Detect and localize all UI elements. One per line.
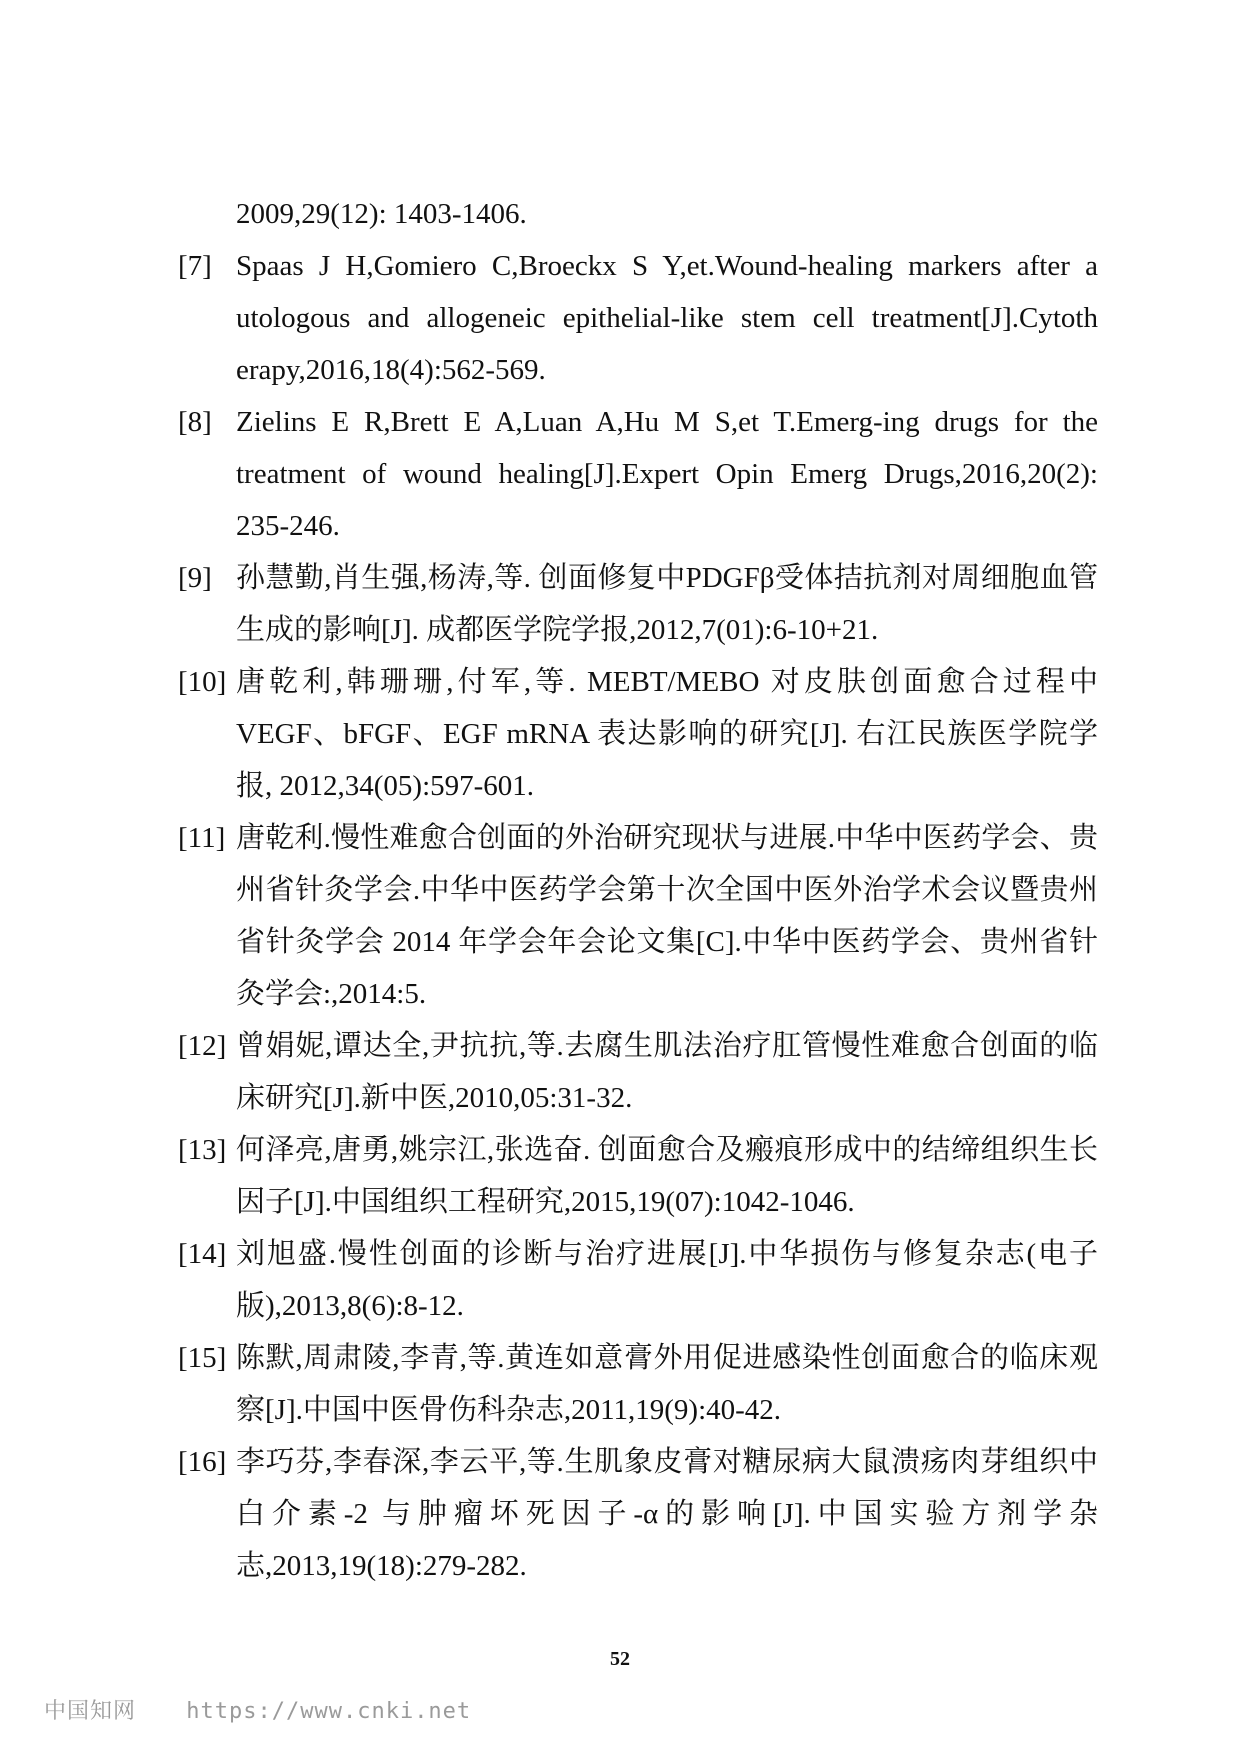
reference-item xyxy=(178,240,1098,396)
reference-text: 曾娟妮,谭达全,尹抗抗,等.去腐生肌法治疗肛管慢性难愈合创面的临床研究[J].新中医,2010,05:31-32. xyxy=(236,1030,1098,1114)
reference-text: 唐乾利.慢性难愈合创面的外治研究现状与进展.中华中医药学会、贵州省针灸学会.中华中医药学会第十次全国中医外治学术会议暨贵州省针灸学会 2014 年学会年会论文集[C].中华中医药学会、贵州省针灸学会:,2014:5. xyxy=(236,822,1098,1010)
reference-continuation: 2009,29(12): 1403-1406. xyxy=(236,198,527,230)
cnki-watermark xyxy=(44,1694,471,1725)
reference-item xyxy=(178,1436,1098,1592)
reference-text: 刘旭盛.慢性创面的诊断与治疗进展[J].中华损伤与修复杂志(电子版),2013,8(6):8-12. xyxy=(236,1238,1098,1322)
reference-number: [7] xyxy=(178,250,212,282)
reference-item xyxy=(178,1020,1098,1124)
reference-text: 唐乾利,韩珊珊,付军,等. MEBT/MEBO 对皮肤创面愈合过程中 VEGF、bFGF、EGF mRNA 表达影响的研究[J]. 右江民族医学院学报, 2012,34(05):597-601. xyxy=(236,666,1098,802)
reference-item xyxy=(178,552,1098,656)
reference-item xyxy=(178,1124,1098,1228)
watermark-url: https://www.cnki.net xyxy=(186,1699,472,1724)
reference-item xyxy=(178,1332,1098,1436)
page-number: 52 xyxy=(610,1648,630,1670)
reference-number: [11] xyxy=(178,822,226,854)
reference-text: 何泽亮,唐勇,姚宗江,张选奋. 创面愈合及瘢痕形成中的结缔组织生长因子[J].中国组织工程研究,2015,19(07):1042-1046. xyxy=(236,1134,1098,1218)
reference-number: [10] xyxy=(178,666,227,698)
reference-item xyxy=(178,1228,1098,1332)
reference-text: 孙慧勤,肖生强,杨涛,等. 创面修复中PDGFβ受体拮抗剂对周细胞血管生成的影响[J]. 成都医学院学报,2012,7(01):6-10+21. xyxy=(236,562,1098,646)
reference-number: [8] xyxy=(178,406,212,438)
reference-number: [9] xyxy=(178,562,212,594)
reference-number: [15] xyxy=(178,1342,227,1374)
reference-item xyxy=(178,396,1098,552)
reference-text: Spaas J H,Gomiero C,Broeckx S Y,et.Wound-healing markers after a utologous and allogeneic epithelial-like stem cell treatment[J].Cytoth erapy,2016,18(4):562-569. xyxy=(236,250,1098,386)
reference-text: 李巧芬,李春深,李云平,等.生肌象皮膏对糖尿病大鼠溃疡肉芽组织中白介素-2 与肿瘤坏死因子-α的影响[J].中国实验方剂学杂志,2013,19(18):279-282. xyxy=(236,1446,1098,1582)
reference-number: [14] xyxy=(178,1238,227,1270)
reference-number: [13] xyxy=(178,1134,227,1166)
reference-item xyxy=(178,812,1098,1020)
reference-text: 陈默,周肃陵,李青,等.黄连如意膏外用促进感染性创面愈合的临床观察[J].中国中医骨伤科杂志,2011,19(9):40-42. xyxy=(236,1342,1098,1426)
reference-text: Zielins E R,Brett E A,Luan A,Hu M S,et T.Emerg-ing drugs for the treatment of wound healing[J].Expert Opin Emerg Drugs,2016,20(2): 235-246. xyxy=(236,406,1098,542)
reference-item xyxy=(178,656,1098,812)
reference-number: [16] xyxy=(178,1446,227,1478)
reference-number: [12] xyxy=(178,1030,227,1062)
watermark-site-name: 中国知网 xyxy=(44,1699,137,1724)
reference-list xyxy=(178,240,1098,1592)
